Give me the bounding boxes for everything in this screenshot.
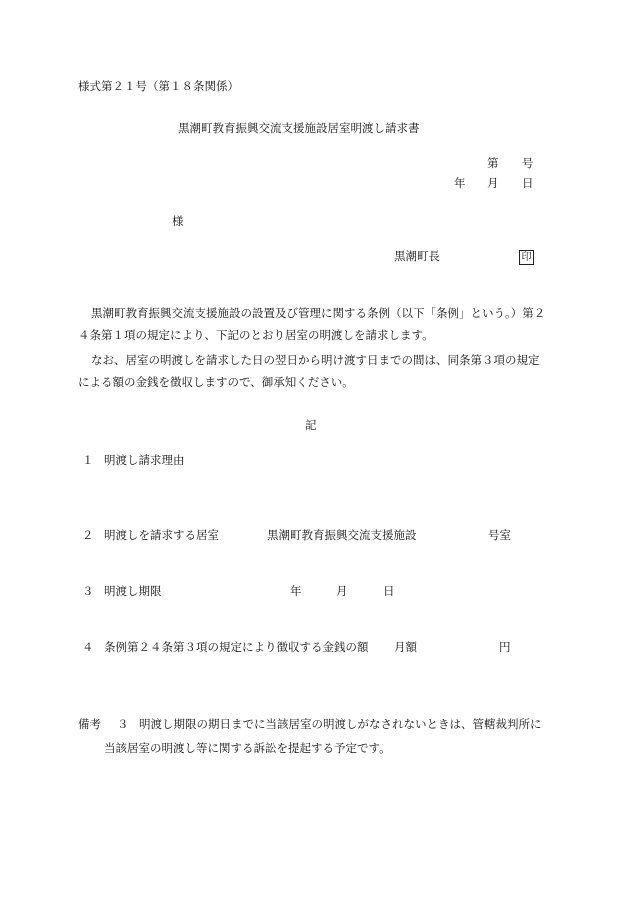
- item-1-number: １: [82, 453, 94, 467]
- body-line-4: による額の金銭を徴収しますので、御承知ください。: [78, 375, 354, 389]
- item-1-label: 明渡し請求理由: [104, 453, 185, 467]
- date-month: 月: [487, 176, 499, 190]
- doc-number-prefix: 第: [487, 156, 499, 170]
- remark-line-2: 当該居室の明渡し等に関する訴訟を提起する予定です。: [104, 741, 391, 755]
- item-3-day: 日: [383, 584, 395, 598]
- form-number: 様式第２１号（第１８条関係）: [78, 79, 239, 93]
- date-day: 日: [522, 176, 534, 190]
- item-4-label: 条例第２４条第３項の規定により徴収する金銭の額: [104, 640, 369, 654]
- item-2-room: 号室: [488, 528, 511, 542]
- item-3-year: 年: [290, 584, 302, 598]
- item-2-facility: 黒潮町教育振興交流支援施設: [267, 528, 417, 542]
- seal-mark: 印: [519, 248, 534, 265]
- item-2-number: ２: [82, 528, 94, 542]
- body-line-1: 黒潮町教育振興交流支援施設の設置及び管理に関する条例（以下「条例」という。）第２: [91, 306, 546, 320]
- date-year: 年: [454, 176, 466, 190]
- addressee-suffix: 様: [172, 214, 184, 228]
- body-line-2: ４条第１項の規定により、下記のとおり居室の明渡しを請求します。: [78, 328, 434, 342]
- remark-line-1: 明渡し期限の期日までに当該居室の明渡しがなされないときは、管轄裁判所に: [139, 717, 542, 731]
- doc-number-suffix: 号: [522, 156, 534, 170]
- item-4-monthly: 月額: [394, 640, 417, 654]
- page-title: 黒潮町教育振興交流支援施設居室明渡し請求書: [178, 121, 420, 135]
- item-4-yen: 円: [499, 640, 511, 654]
- item-3-number: ３: [82, 584, 94, 598]
- issuer-name: 黒潮町長: [394, 249, 440, 263]
- remark-label: 備考: [78, 717, 101, 731]
- remark-number: ３: [117, 717, 129, 731]
- item-3-label: 明渡し期限: [104, 584, 162, 598]
- item-2-label: 明渡しを請求する居室: [104, 528, 219, 542]
- item-3-month: 月: [336, 584, 348, 598]
- body-line-3: なお、居室の明渡しを請求した日の翌日から明け渡す日までの間は、同条第３項の規定: [91, 353, 540, 367]
- item-4-number: ４: [82, 640, 94, 654]
- ki-heading: 記: [305, 418, 317, 432]
